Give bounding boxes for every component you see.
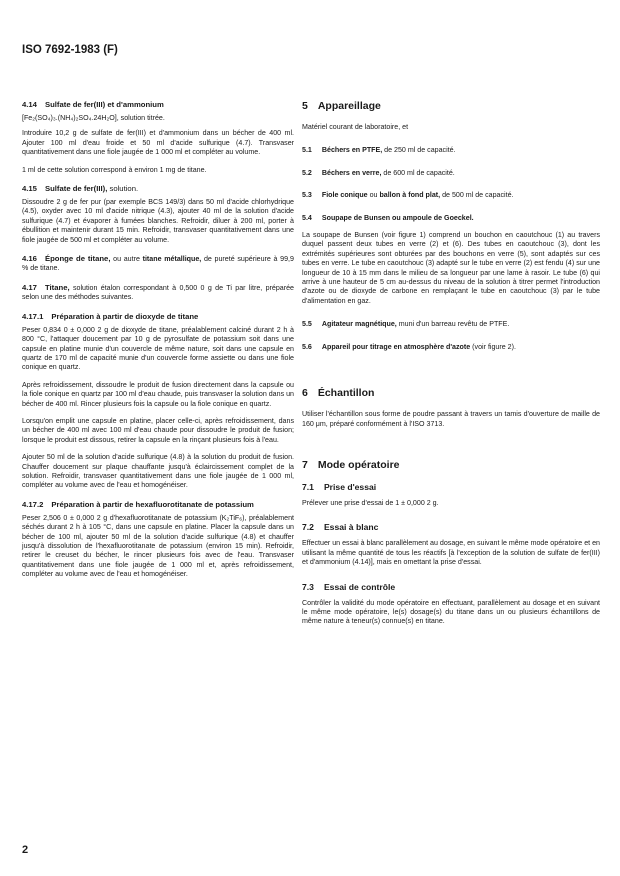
section-number: 4.17.2 — [22, 499, 44, 509]
section-4-14-heading — [22, 100, 294, 110]
item-title: Agitateur magnétique, — [321, 320, 397, 329]
paragraph: Contrôler la validité du mode opératoire en effectuant, parallèlement au dosage et en suivant le même mode opératoire, le(s) dosage(s) du titane dans un ou plusieurs échantillons de même nature à teneur(s) connue(s) en titane. — [302, 598, 600, 626]
section-number: 5.3 — [302, 191, 312, 200]
section-6-heading — [302, 387, 600, 400]
paragraph: La soupape de Bunsen (voir figure 1) comprend un bouchon en caoutchouc (1) au travers duquel passent deux tubes en verre (2) et (6). Des tubes en caoutchouc (3), dont les extrémités supérieures sont obturées par des bouchons en verre (5), sont adaptés sur ces tubes en verre. Le tube en caoutchouc (3) adapté sur le tube en verre (2) est fendu (4) sur une longueur de 10 à 15 mm dans le milieu de sa longueur par une lame à rasoir. Le tube (6) qui arrive à une hauteur de 5 cm au-dessus du niveau de la solution à titrer permet l'introduction d'azote ou de dioxyde de carbone en remplaçant le tube en caoutchouc (3) par le tube d'alimentation en gaz. — [302, 231, 600, 305]
paragraph: 1 ml de cette solution correspond à environ 1 mg de titane. — [22, 165, 207, 174]
section-title: Éponge de titane, — [44, 254, 111, 264]
text-run: de 500 ml de capacité. — [440, 191, 514, 200]
text-run: solution étalon correspondant à 0,500 0 g de Ti par litre, préparée selon une des méthodes suivantes. — [22, 283, 294, 302]
section-title: Sulfate de fer(III), — [44, 184, 108, 194]
section-4-15 — [22, 184, 294, 245]
section-number: 7 — [302, 458, 308, 471]
text-run: ou — [367, 191, 380, 200]
paragraph: Ajouter 50 ml de la solution d'acide sulfurique (4.8) à la solution du produit de fusion. Chauffer doucement sur plaque chauffante jusqu'à éclaircissement complet de la solution. Refroidir, transvaser quantitativement dans une fiole jaugée de 1 000 ml, compléter au volume avec de l'eau et homogénéiser. — [22, 453, 294, 490]
item-title: Fiole conique — [321, 191, 368, 200]
text-run: muni d'un barreau revêtu de PTFE. — [396, 320, 510, 329]
section-number: 7.2 — [302, 522, 314, 533]
section-4-17-2 — [22, 500, 294, 580]
section-number: 7.3 — [302, 581, 314, 592]
item-5-3 — [302, 191, 600, 200]
section-4-17-1-heading — [22, 312, 294, 322]
section-heading-inline — [22, 283, 70, 292]
section-4-16 — [22, 254, 294, 274]
right-column — [302, 100, 600, 635]
formula: [Fe₂(SO₄)₃.(NH₄)₂SO₄.24H₂O], solution titrée. — [22, 114, 165, 122]
section-title: Prise d'essai — [323, 481, 377, 492]
section-number: 5 — [302, 100, 308, 112]
text-run: ou autre — [110, 255, 143, 264]
paragraph: Dissoudre 2 g de fer pur (par exemple BCS 149/3) dans 50 ml d'acide chlorhydrique (4.5), oxyder avec 10 ml d'acide nitrique (4.3), ajouter 40 ml de la solution d'acide sulfurique (4.7) et évaporer à fumées blanches. Refroidir, diluer à 200 ml, porter à ébullition et maintenir durant 15 min. Refroidir, transvaser quantitativement dans une fiole jaugée de 500 ml et compléter au volume. — [22, 198, 294, 244]
paragraph: Effectuer un essai à blanc parallèlement au dosage, en suivant le même mode opératoire et en utilisant la même quantité de tous les réactifs [à l'exception de la solution de sulfate de fer(III) et d'ammonium (4.14)], mais en omettant la prise d'essai. — [302, 539, 600, 567]
section-number: 4.17 — [22, 282, 37, 292]
section-7-heading — [302, 459, 600, 472]
section-heading-inline — [22, 254, 110, 263]
section-title: Essai de contrôle — [323, 581, 396, 592]
section-7-3-heading — [302, 582, 600, 593]
section-number: 4.16 — [22, 254, 37, 264]
paragraph: Matériel courant de laboratoire, et — [302, 123, 409, 131]
section-4-17-1 — [22, 312, 294, 491]
section-4-17-text — [22, 283, 294, 303]
section-title-suffix: solution. — [107, 184, 139, 194]
item-title: Appareil pour titrage en atmosphère d'azote — [321, 342, 471, 351]
section-number: 5.2 — [302, 168, 312, 177]
item-5-2 — [302, 169, 600, 178]
text-run: de 600 ml de capacité. — [381, 168, 455, 177]
paragraph: Peser 2,506 0 ± 0,000 2 g d'hexafluorotitanate de potassium (K₂TiF₆), préalablement séchés durant 2 h à 105 °C, dans une capsule en platine. Placer la capsule dans un bécher de 100 ml, ajouter 50 ml de la solution d'acide sulfurique (4.8) et chauffer jusqu'à dissolution de l'hexafluorotitanate de potassium (environ 15 min). Refroidir, retirer le creuset du bécher, le rincer plusieurs fois avec de l'eau. Transvaser quantitativement dans une fiole jaugée de 1 000 ml et, après refroidissement, compléter au volume avec de l'eau et homogénéiser. — [22, 513, 294, 579]
item-title: Béchers en PTFE, — [321, 146, 383, 155]
spacer — [302, 437, 600, 459]
section-4-17-2-heading — [22, 500, 294, 510]
section-title: Mode opératoire — [317, 458, 400, 471]
section-title: Titane, — [44, 282, 70, 292]
section-4-17 — [22, 283, 294, 303]
item-title-2: ballon à fond plat, — [379, 191, 441, 200]
text-run: de 250 ml de capacité. — [382, 146, 456, 155]
paragraph: Peser 0,834 0 ± 0,000 2 g de dioxyde de titane, préalablement calciné durant 2 h à 800 °C, l'attaquer doucement par 10 g de pyrosulfate de potassium soit dans une capsule en platine munie d'un couvercle de même nature, soit dans une capsule en quartz de 170 ml de capacité munie d'un couvercle forme assiette ou dans une fiole conique en quartz. — [22, 325, 294, 372]
section-title: Sulfate de fer(III) et d'ammonium — [44, 100, 164, 109]
document-header: ISO 7692-1983 (F) — [22, 44, 118, 56]
section-title-2: titane métallique, — [142, 255, 202, 264]
item-title: Soupape de Bunsen ou ampoule de Goeckel. — [321, 213, 474, 222]
section-5-heading — [302, 100, 600, 113]
section-4-16-text — [22, 254, 294, 274]
section-number: 4.14 — [22, 100, 37, 109]
section-7-1-heading — [302, 482, 600, 493]
section-number: 5.6 — [302, 342, 312, 351]
section-number: 5.4 — [302, 213, 312, 222]
item-title: Béchers en verre, — [321, 168, 382, 177]
item-5-5 — [302, 320, 600, 329]
text-run: (voir figure 2). — [470, 342, 516, 351]
section-title: Préparation à partir de dioxyde de titane — [51, 311, 199, 321]
section-title: Échantillon — [317, 387, 375, 400]
section-number: 7.1 — [302, 481, 314, 492]
section-title: Essai à blanc — [323, 522, 379, 533]
paragraph: Prélever une prise d'essai de 1 ± 0,000 2 g. — [302, 498, 439, 507]
item-5-1 — [302, 146, 600, 155]
section-number: 5.5 — [302, 320, 312, 329]
paragraph: Lorsqu'on emplit une capsule en platine, placer celle-ci, après refroidissement, dans un bécher de 400 ml avec 100 ml d'eau chaude pour dissoudre le produit de fusion; lorsque le produit est dissous, retirer la capsule en la rinçant plusieurs fois à l'eau. — [22, 416, 294, 444]
spacer — [302, 365, 600, 387]
section-title: Appareillage — [317, 100, 381, 112]
section-4-15-heading — [22, 184, 294, 194]
paragraph: Après refroidissement, dissoudre le produit de fusion directement dans la capsule ou la fiole conique en quartz par 100 ml d'eau chaude, puis transvaser la solution dans un bécher de 400 ml. Rincer plusieurs fois la capsule ou la fiole conique en quartz. — [22, 380, 294, 408]
section-title: Préparation à partir de hexafluorotitanate de potassium — [51, 499, 254, 509]
text-run: de pureté supérieure à 99,9 % de titane. — [22, 255, 294, 273]
item-5-6 — [302, 343, 600, 352]
section-number: 5.1 — [302, 146, 312, 155]
paragraph: Introduire 10,2 g de sulfate de fer(III) et d'ammonium dans un bécher de 400 ml. Ajouter 100 ml d'eau froide et 50 ml d'acide sulfurique (4.7). Transvaser quantitativement dans une fiole jaugée de 1 000 ml et compléter au volume. — [22, 129, 294, 157]
page-number: 2 — [22, 844, 29, 856]
section-number: 4.15 — [22, 184, 37, 194]
section-number: 6 — [302, 387, 308, 400]
left-column — [22, 100, 294, 589]
section-7-2-heading — [302, 522, 600, 533]
item-5-4 — [302, 214, 600, 223]
section-number: 4.17.1 — [22, 311, 44, 321]
section-4-14 — [22, 100, 294, 175]
paragraph: Utiliser l'échantillon sous forme de poudre passant à travers un tamis d'ouverture de maille de 160 μm, préparé conformément à l'ISO 3713. — [302, 410, 600, 428]
